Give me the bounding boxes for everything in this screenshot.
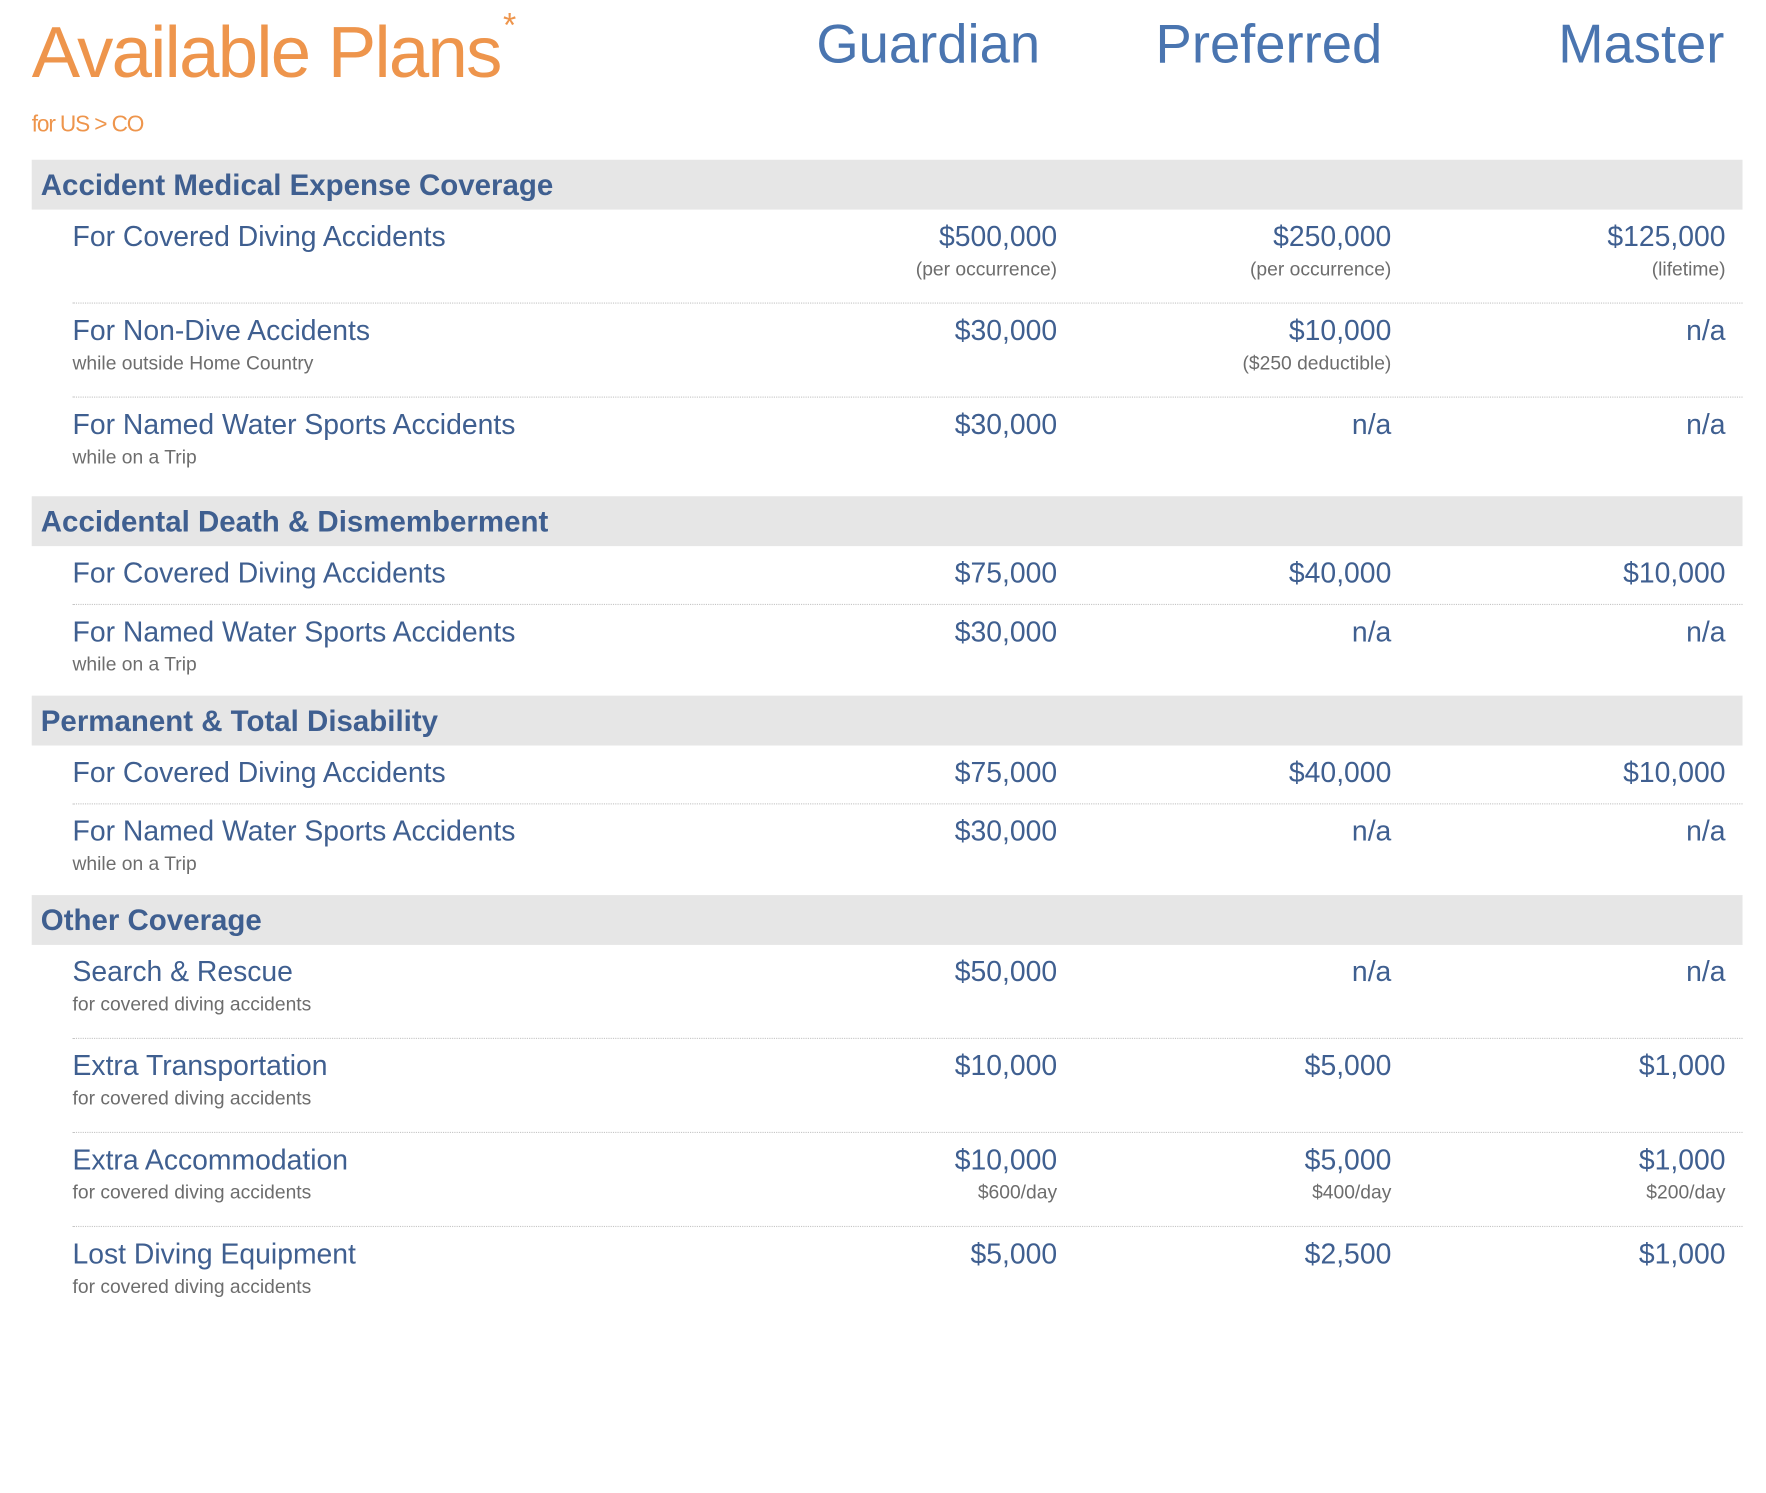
preferred-cell [1242, 316, 1391, 374]
row-sublabel: while on a Trip [72, 853, 197, 875]
row-label: Search & Rescue [72, 956, 293, 988]
section-header-permanent-disability: Permanent & Total Disability [32, 696, 1743, 746]
master-cell [1686, 817, 1725, 848]
cell-value: n/a [1351, 616, 1392, 649]
cell-value: $30,000 [954, 616, 1058, 649]
cell-value: $30,000 [954, 409, 1058, 441]
guardian-cell [955, 617, 1057, 648]
row-label: Extra Accommodation [72, 1144, 349, 1177]
master-cell [1686, 617, 1725, 648]
guardian-cell [955, 559, 1057, 590]
guardian-cell [955, 410, 1057, 441]
preferred-cell [1352, 410, 1391, 441]
cell-note: (lifetime) [1651, 257, 1726, 280]
cell-value: $500,000 [938, 220, 1058, 253]
guardian-cell [970, 1240, 1057, 1271]
cell-value: $10,000 [1288, 314, 1392, 347]
cell-note: (per occurrence) [915, 257, 1058, 280]
master-cell [1639, 1145, 1726, 1203]
row-sublabel: while outside Home Country [72, 352, 314, 374]
master-cell [1623, 758, 1725, 789]
guardian-cell [955, 316, 1057, 347]
preferred-cell [1352, 617, 1391, 648]
plan-header-master: Master [1558, 14, 1725, 75]
row-sublabel: while on a Trip [72, 446, 197, 468]
cell-value: $2,500 [1304, 1238, 1392, 1271]
table-row [73, 398, 1743, 497]
guardian-cell [955, 957, 1057, 988]
cell-note: $200/day [1646, 1181, 1726, 1203]
cell-note: (per occurrence) [1250, 257, 1392, 280]
asterisk-marker: * [502, 6, 515, 45]
row-label: For Covered Diving Accidents [72, 220, 446, 253]
cell-value: $5,000 [970, 1238, 1058, 1271]
cell-value: $5,000 [1304, 1144, 1392, 1177]
cell-value: $5,000 [1304, 1050, 1392, 1083]
table-row [73, 746, 1743, 805]
cell-value: $125,000 [1607, 220, 1726, 253]
cell-note: $600/day [977, 1181, 1058, 1203]
table-row [73, 804, 1743, 895]
cell-value: n/a [1351, 409, 1392, 441]
cell-value: n/a [1686, 409, 1726, 441]
cell-value: $40,000 [1288, 557, 1392, 590]
cell-value: n/a [1686, 314, 1726, 347]
table-row [73, 605, 1743, 696]
row-label: Extra Transportation [72, 1050, 328, 1083]
cell-value: n/a [1351, 815, 1392, 848]
master-cell [1623, 559, 1725, 590]
guardian-cell [955, 1051, 1057, 1082]
cell-value: $30,000 [954, 314, 1058, 347]
row-label: For Non-Dive Accidents [72, 314, 371, 347]
master-cell [1686, 410, 1725, 441]
row-sublabel: for covered diving accidents [72, 1181, 312, 1204]
guardian-cell [955, 758, 1057, 789]
row-sublabel: while on a Trip [72, 653, 197, 676]
guardian-cell [916, 222, 1057, 280]
row-sublabel: for covered diving accidents [72, 1087, 312, 1110]
table-row [73, 1133, 1743, 1227]
cell-note: $400/day [1312, 1181, 1392, 1203]
master-cell [1686, 957, 1725, 988]
preferred-cell [1352, 957, 1391, 988]
cell-value: $75,000 [954, 557, 1058, 590]
master-cell [1639, 1240, 1726, 1271]
preferred-cell [1352, 817, 1391, 848]
preferred-cell [1305, 1051, 1392, 1082]
cell-value: $75,000 [954, 756, 1058, 789]
guardian-cell [955, 1145, 1057, 1203]
cell-value: n/a [1686, 815, 1726, 848]
table-row [73, 304, 1743, 398]
cell-value: $40,000 [1288, 756, 1392, 789]
cell-value: n/a [1351, 956, 1392, 988]
cell-note: ($250 deductible) [1242, 351, 1392, 374]
table-row [73, 1039, 1743, 1133]
cell-value: n/a [1686, 956, 1726, 988]
plan-header-preferred: Preferred [1155, 14, 1383, 75]
cell-value: n/a [1686, 616, 1726, 649]
master-cell [1607, 222, 1725, 280]
row-label: For Covered Diving Accidents [72, 756, 446, 789]
cell-value: $10,000 [1623, 756, 1726, 789]
row-label: For Named Water Sports Accidents [72, 616, 516, 649]
page-title-text: Available Plans [31, 11, 501, 93]
page-header [0, 0, 1766, 159]
preferred-cell [1289, 758, 1391, 789]
preferred-cell [1289, 559, 1391, 590]
location-subtitle: for US > CO [31, 112, 144, 138]
preferred-cell [1250, 222, 1391, 280]
cell-value: $1,000 [1638, 1144, 1726, 1177]
table-row [73, 945, 1743, 1039]
master-cell [1686, 316, 1725, 347]
table-row [73, 1227, 1743, 1321]
row-sublabel: for covered diving accidents [72, 1275, 312, 1298]
cell-value: $30,000 [954, 815, 1058, 848]
preferred-cell [1305, 1145, 1392, 1203]
cell-value: $1,000 [1638, 1238, 1726, 1271]
row-label: For Named Water Sports Accidents [72, 409, 516, 441]
row-sublabel: for covered diving accidents [72, 993, 312, 1016]
preferred-cell [1305, 1240, 1392, 1271]
cell-value: $10,000 [1623, 557, 1726, 590]
plan-header-guardian: Guardian [816, 14, 1041, 75]
master-cell [1639, 1051, 1726, 1082]
coverage-table [32, 160, 1743, 1321]
row-label: For Covered Diving Accidents [72, 557, 446, 590]
table-row [73, 546, 1743, 605]
section-header-accidental-death: Accidental Death & Dismemberment [32, 496, 1743, 546]
cell-value: $1,000 [1638, 1050, 1726, 1083]
row-label: For Named Water Sports Accidents [72, 815, 516, 848]
cell-value: $10,000 [954, 1144, 1058, 1177]
cell-value: $10,000 [954, 1050, 1058, 1083]
page-title [31, 6, 515, 93]
row-label: Lost Diving Equipment [72, 1238, 356, 1271]
section-header-other-coverage: Other Coverage [32, 895, 1743, 945]
cell-value: $250,000 [1273, 220, 1392, 253]
table-row [73, 210, 1743, 304]
cell-value: $50,000 [954, 956, 1058, 988]
section-header-accident-medical: Accident Medical Expense Coverage [32, 160, 1743, 210]
guardian-cell [955, 817, 1057, 848]
